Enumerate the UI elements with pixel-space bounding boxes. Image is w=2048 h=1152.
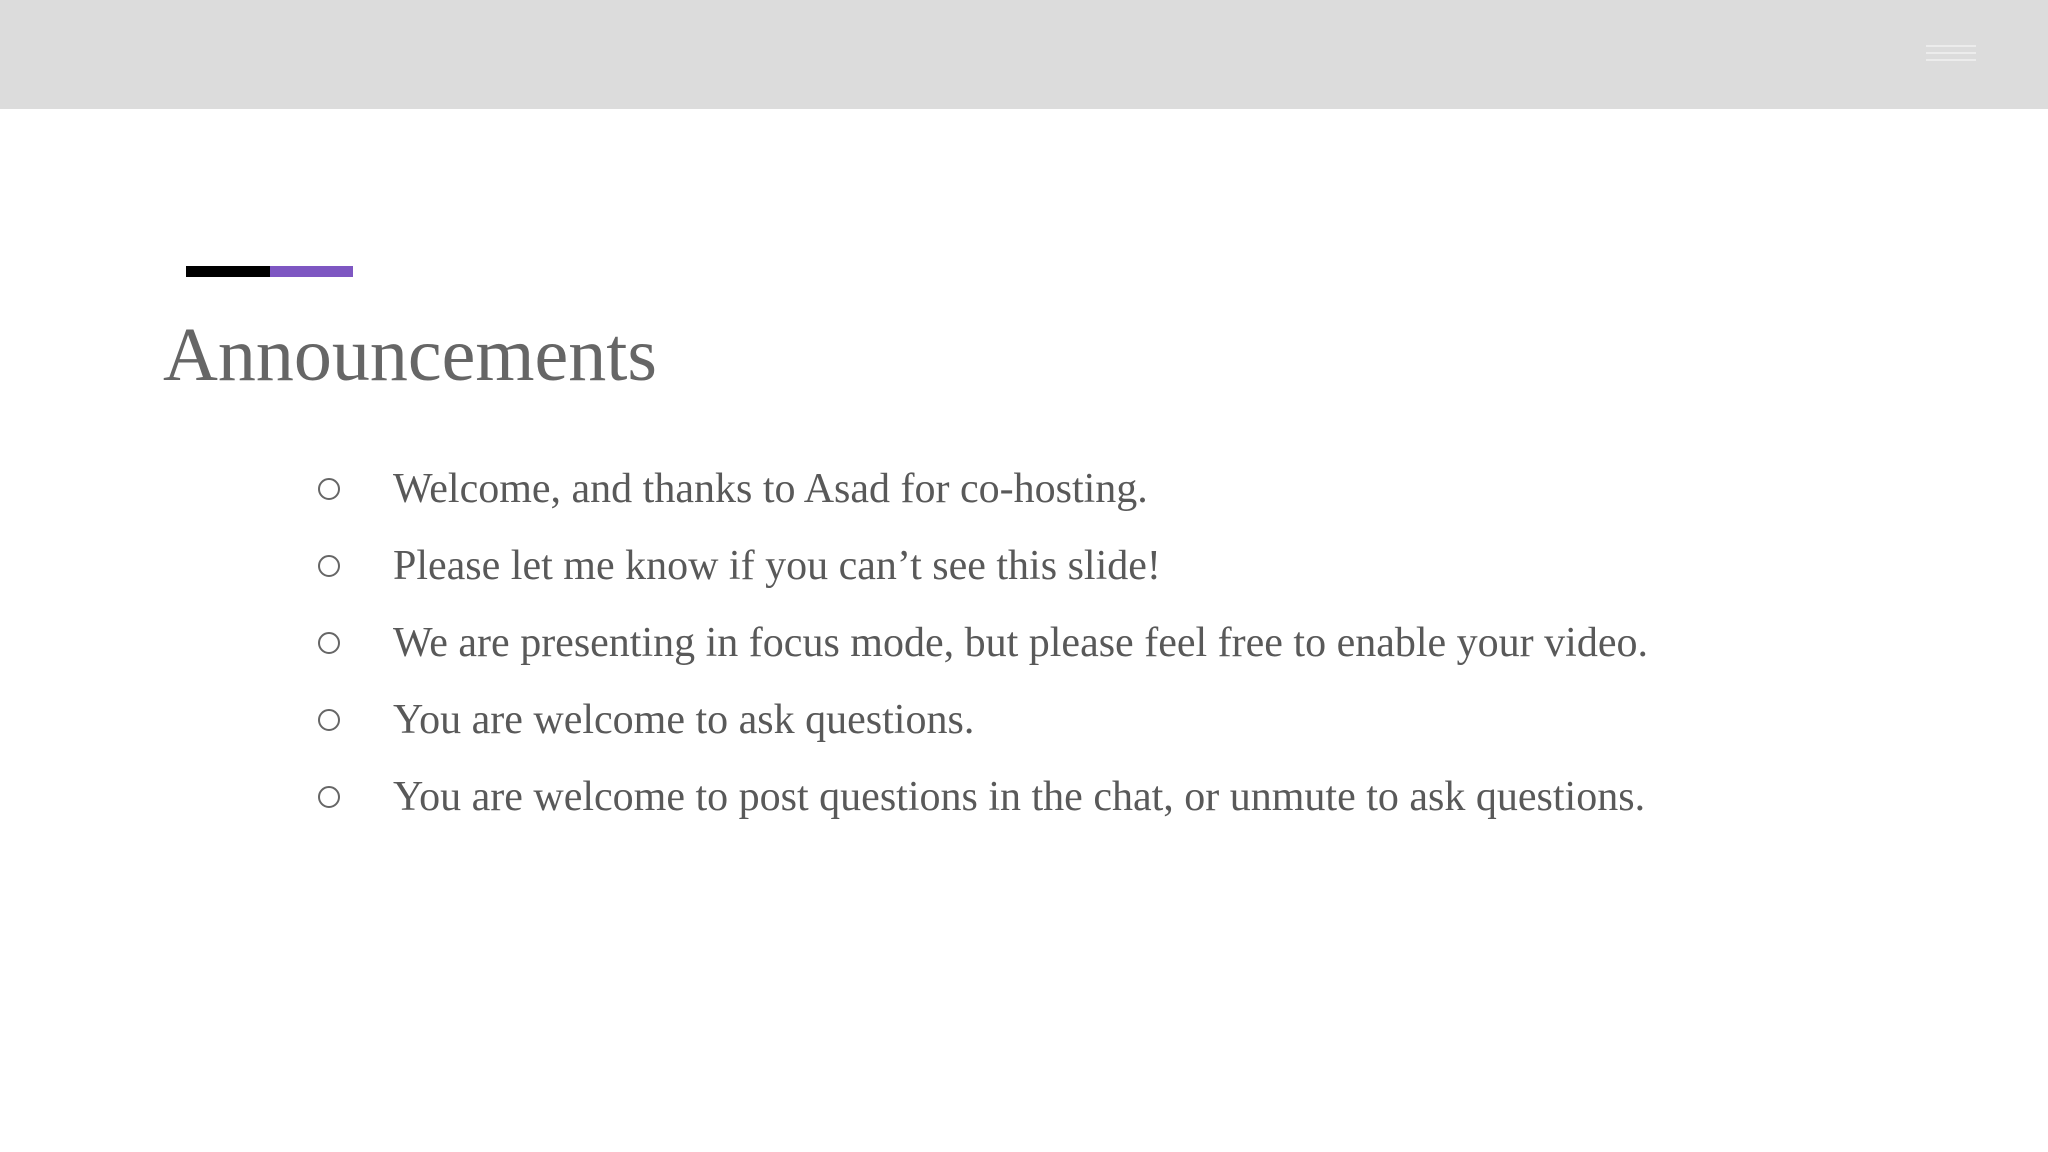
list-item — [318, 758, 1648, 835]
list-item — [318, 681, 1648, 758]
list-item — [318, 527, 1648, 604]
slide-title: Announcements — [163, 313, 657, 397]
hollow-circle-bullet-icon — [318, 632, 340, 654]
bullet-text: We are presenting in focus mode, but please feel free to enable your video. — [393, 619, 1648, 666]
header-band — [0, 0, 2048, 109]
title-accent-bar — [186, 266, 353, 277]
accent-purple-segment — [270, 266, 353, 277]
bullet-text: You are welcome to post questions in the chat, or unmute to ask questions. — [393, 773, 1646, 820]
bullet-text: Please let me know if you can’t see this slide! — [393, 542, 1161, 589]
list-item — [318, 604, 1648, 681]
hollow-circle-bullet-icon — [318, 555, 340, 577]
bullet-text: Welcome, and thanks to Asad for co-hosting. — [393, 465, 1148, 512]
menu-lines-icon — [1926, 45, 1976, 63]
hollow-circle-bullet-icon — [318, 786, 340, 808]
hollow-circle-bullet-icon — [318, 709, 340, 731]
list-item — [318, 450, 1648, 527]
accent-black-segment — [186, 266, 270, 277]
hollow-circle-bullet-icon — [318, 478, 340, 500]
announcement-list — [318, 450, 1648, 835]
bullet-text: You are welcome to ask questions. — [393, 696, 975, 743]
